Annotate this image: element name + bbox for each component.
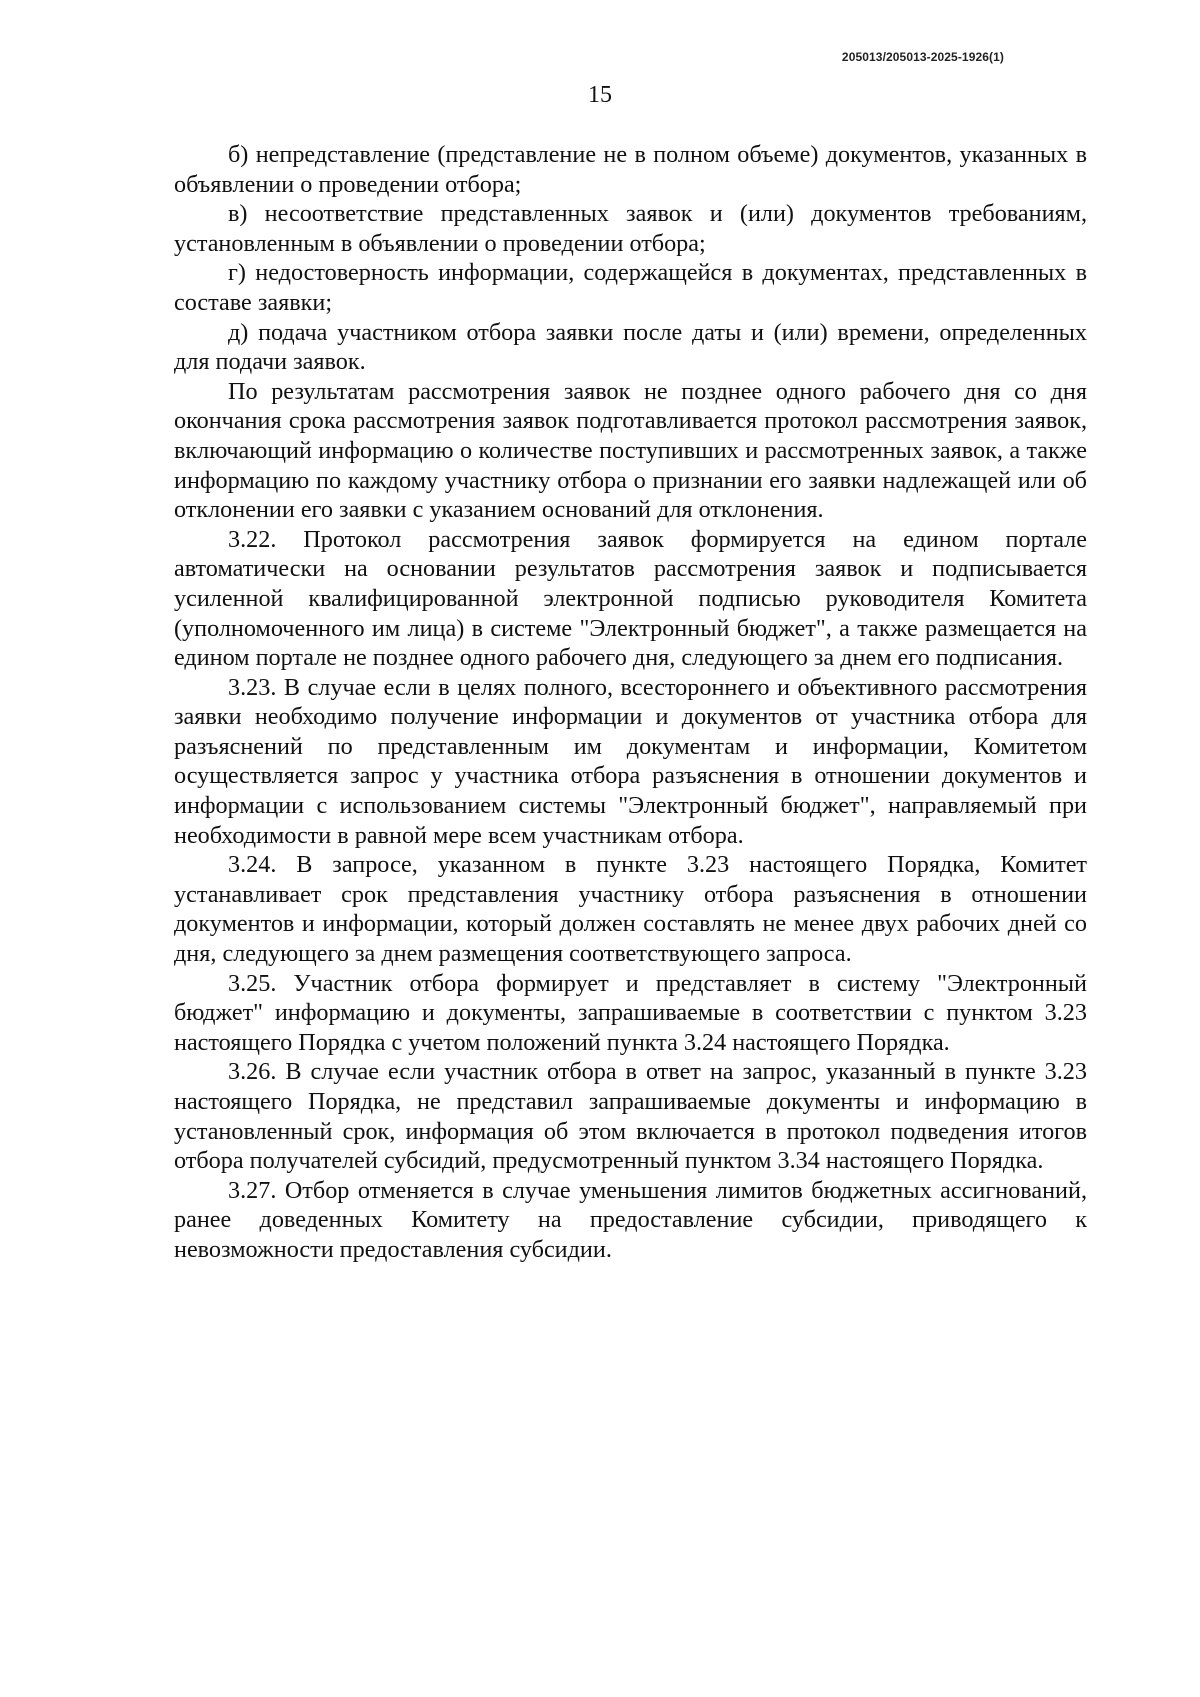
page-number: 15 bbox=[588, 82, 612, 108]
paragraph-3-26: 3.26. В случае если участник отбора в ответ на запрос, указанный в пункте 3.23 настоящего Порядка, не представил запрашиваемые документы и информацию в установленный срок, информация об этом включается в протокол подведения итогов отбора получателей субсидий, предусмотренный пунктом 3.34 настоящего Порядка. bbox=[174, 1058, 1087, 1175]
paragraph-item-g: г) недостоверность информации, содержащейся в документах, представленных в составе заявки; bbox=[174, 259, 1087, 316]
paragraph-item-d: д) подача участником отбора заявки после даты и (или) времени, определенных для подачи заявок. bbox=[174, 318, 1087, 376]
paragraph-3-23: 3.23. В случае если в целях полного, всестороннего и объективного рассмотрения заявки необходимо получение информации и документов от участника отбора для разъяснений по представленным им документам и информации, Комитетом осуществляется запрос у участника отбора разъяснения в отношении документов и информации с использованием системы "Электронный бюджет", направляемый при необходимости в равной мере всем участникам отбора. bbox=[174, 673, 1087, 849]
paragraph-3-27: 3.27. Отбор отменяется в случае уменьшения лимитов бюджетных ассигнований, ранее доведенных Комитету на предоставление субсидии, приводящего к невозможности предоставления субсидии. bbox=[174, 1176, 1087, 1263]
paragraph-3-25: 3.25. Участник отбора формирует и представляет в систему "Электронный бюджет" информацию и документы, запрашиваемые в соответствии с пунктом 3.23 настоящего Порядка с учетом положений пункта 3.24 настоящего Порядка. bbox=[174, 969, 1087, 1056]
paragraph-3-24: 3.24. В запросе, указанном в пункте 3.23 настоящего Порядка, Комитет устанавливает срок представления участнику отбора разъяснения в отношении документов и информации, который должен составлять не менее двух рабочих дней со дня, следующего за днем размещения соответствующего запроса. bbox=[174, 851, 1087, 968]
document-body bbox=[174, 140, 1087, 1265]
paragraph-review-results: По результатам рассмотрения заявок не позднее одного рабочего дня со дня окончания срока рассмотрения заявок подготавливается протокол рассмотрения заявок, включающий информацию о количестве поступивших и рассмотренных заявок, а также информацию по каждому участнику отбора о признании его заявки надлежащей или об отклонении его заявки с указанием оснований для отклонения. bbox=[174, 377, 1087, 524]
paragraph-item-v: в) несоответствие представленных заявок и (или) документов требованиям, установленным в объявлении о проведении отбора; bbox=[174, 200, 1087, 257]
document-registration-number: 205013/205013-2025-1926(1) bbox=[841, 50, 1004, 64]
paragraph-3-22: 3.22. Протокол рассмотрения заявок формируется на едином портале автоматически на основании результатов рассмотрения заявок и подписывается усиленной квалифицированной электронной подписью руководителя Комитета (уполномоченного им лица) в системе "Электронный бюджет", а также размещается на едином портале не позднее одного рабочего дня, следующего за днем его подписания. bbox=[174, 525, 1087, 672]
paragraph-item-b: б) непредставление (представление не в полном объеме) документов, указанных в объявлении о проведении отбора; bbox=[174, 141, 1087, 198]
